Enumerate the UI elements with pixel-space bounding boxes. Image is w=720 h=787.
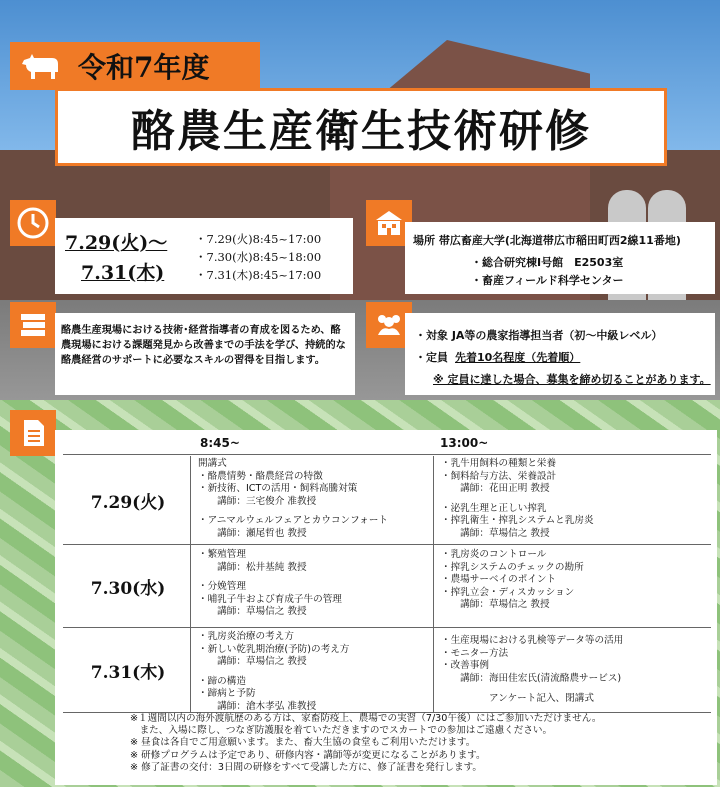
am-sessions (198, 549, 342, 619)
session-line: 講師：三宅俊介 准教授 (198, 495, 317, 507)
session-line: 講師：草場信之 教授 (198, 656, 307, 668)
session-line: ・改善事例 (441, 660, 489, 672)
page-title: 酪農生産衛生技術研修 (131, 106, 591, 157)
session-line: 講師：花田正明 教授 (441, 483, 550, 495)
session-line: ・哺乳子牛および育成子牛の管理 (198, 593, 342, 605)
time-row: ・7.29(火)8:45~17:00 (195, 232, 322, 246)
venue-address: 場所 帯広畜産大学(北海道帯広市稲田町西2線11番地) (413, 234, 681, 247)
session-line: ・蹄病と予防 (198, 688, 256, 700)
note-line: ※ 昼食は各自でご用意願います。また、畜大生協の食堂もご利用いただけます。 (130, 737, 476, 749)
clock-icon (10, 200, 56, 246)
session-line: 講師：松井基純 教授 (198, 561, 307, 573)
pm-sessions (441, 635, 623, 706)
note-line: また、入場に際し、つなぎ防護服を着ていただきますのでスカートでの参加はご遠慮ください。 (130, 725, 553, 737)
session-line: ・搾乳立会・ディスカッション (441, 586, 575, 598)
daily-times (195, 230, 321, 284)
session-line: ・モニター方法 (441, 647, 509, 659)
day-label: 7.31(木) (90, 663, 166, 683)
time-row: ・7.31(木)8:45~17:00 (195, 268, 322, 282)
session-line: ・乳牛用飼料の種類と栄養 (441, 458, 557, 469)
session-line: 講師：滄木孝弘 准教授 (198, 700, 317, 712)
session-line: 講師：海田佳宏氏(清流酪農サービス) (441, 672, 622, 684)
session-line: ・新しい乾乳期治療(予防)の考え方 (198, 643, 350, 655)
divider (63, 454, 711, 455)
session-line: ・生産現場における乳検等データ等の活用 (441, 635, 624, 646)
venue-field-center: ・畜産フィールド科学センター (471, 274, 624, 287)
session-line (198, 669, 349, 676)
session-line: 開講式 (198, 458, 227, 469)
time-row: ・7.30(水)8:45~18:00 (195, 250, 322, 264)
divider (433, 456, 434, 712)
day-label: 7.29(火) (90, 493, 166, 513)
session-line: ・乳房炎のコントロール (441, 549, 547, 560)
venue-panel (405, 222, 715, 294)
note-line: ※ 研修プログラムは予定であり、研修内容・講師等が変更になることがあります。 (130, 749, 486, 761)
capacity-note: ※ 定員に達した場合、募集を締め切ることがあります。 (433, 373, 711, 386)
am-header: 8:45~ (200, 436, 240, 450)
divider (63, 627, 711, 628)
session-line (198, 508, 388, 515)
pm-sessions (441, 458, 594, 541)
session-line: ・分娩管理 (198, 581, 246, 593)
session-line: ・搾乳衛生・搾乳システムと乳房炎 (441, 515, 594, 527)
session-line: ・飼料給与方法、栄養設計 (441, 470, 557, 482)
session-line: 講師：草場信之 教授 (441, 527, 550, 539)
am-sessions (198, 631, 349, 714)
session-line: アンケート記入、閉講式 (441, 693, 594, 705)
session-line: ・搾乳システムのチェックの勘所 (441, 561, 584, 573)
year-label: 令和7年度 (78, 51, 210, 84)
divider (63, 544, 711, 545)
year-badge (10, 42, 260, 90)
session-line: ・乳房炎治療の考え方 (198, 631, 294, 642)
capacity-value: 先着10名程度（先着順） (455, 351, 581, 364)
pm-sessions (441, 549, 584, 612)
venue-room: ・総合研究棟Ⅰ号館 E2503室 (471, 256, 624, 269)
divider (190, 456, 191, 712)
cow-icon (20, 52, 62, 80)
session-line: 講師：草場信之 教授 (198, 606, 307, 618)
session-line: ・新技術、ICTの活用・飼料高騰対策 (198, 483, 358, 495)
pm-header: 13:00~ (440, 436, 489, 450)
date-panel (55, 218, 353, 294)
end-date: 7.31(木) (81, 262, 165, 284)
notes (130, 713, 601, 774)
session-line: ・泌乳生理と正しい搾乳 (441, 502, 547, 514)
session-line (441, 496, 594, 503)
session-line: ・繁殖管理 (198, 549, 246, 560)
title-box (55, 88, 667, 166)
session-line: ・アニマルウェルフェアとカウコンフォート (198, 515, 389, 527)
session-line: 講師：草場信之 教授 (441, 599, 550, 611)
document-icon (10, 410, 56, 456)
target-who: ・対象 JA等の農家指導担当者（初〜中級レベル） (415, 329, 663, 342)
day-label: 7.30(水) (90, 579, 166, 599)
target-panel (405, 313, 715, 395)
session-line: ・農場サーベイのポイント (441, 574, 557, 586)
session-line: ・蹄の構造 (198, 675, 246, 687)
session-line: 講師：瀬尾哲也 教授 (198, 527, 307, 539)
goal-panel: 酪農生産現場における技術･経営指導者の育成を図るため、酪農現場における課題発見から改善までの手法を学び、持続的な酪農経営のサポートに必要なスキルの習得を目指します。 (55, 313, 355, 395)
session-line: ・酪農情勢・酪農経営の特徴 (198, 470, 323, 482)
books-icon (10, 302, 56, 348)
note-line: ※１週間以内の海外渡航歴のある方は、家畜防疫上、農場での実習（7/30午後）にはご参加いただけません。 (130, 713, 602, 724)
capacity-label: ・定員 (415, 351, 448, 364)
start-date: 7.29(火)〜 (65, 232, 168, 254)
note-line: ※ 修了証書の交付：3日間の研修をすべて受講した方に、修了証書を発行します。 (130, 761, 483, 773)
am-sessions (198, 458, 388, 541)
